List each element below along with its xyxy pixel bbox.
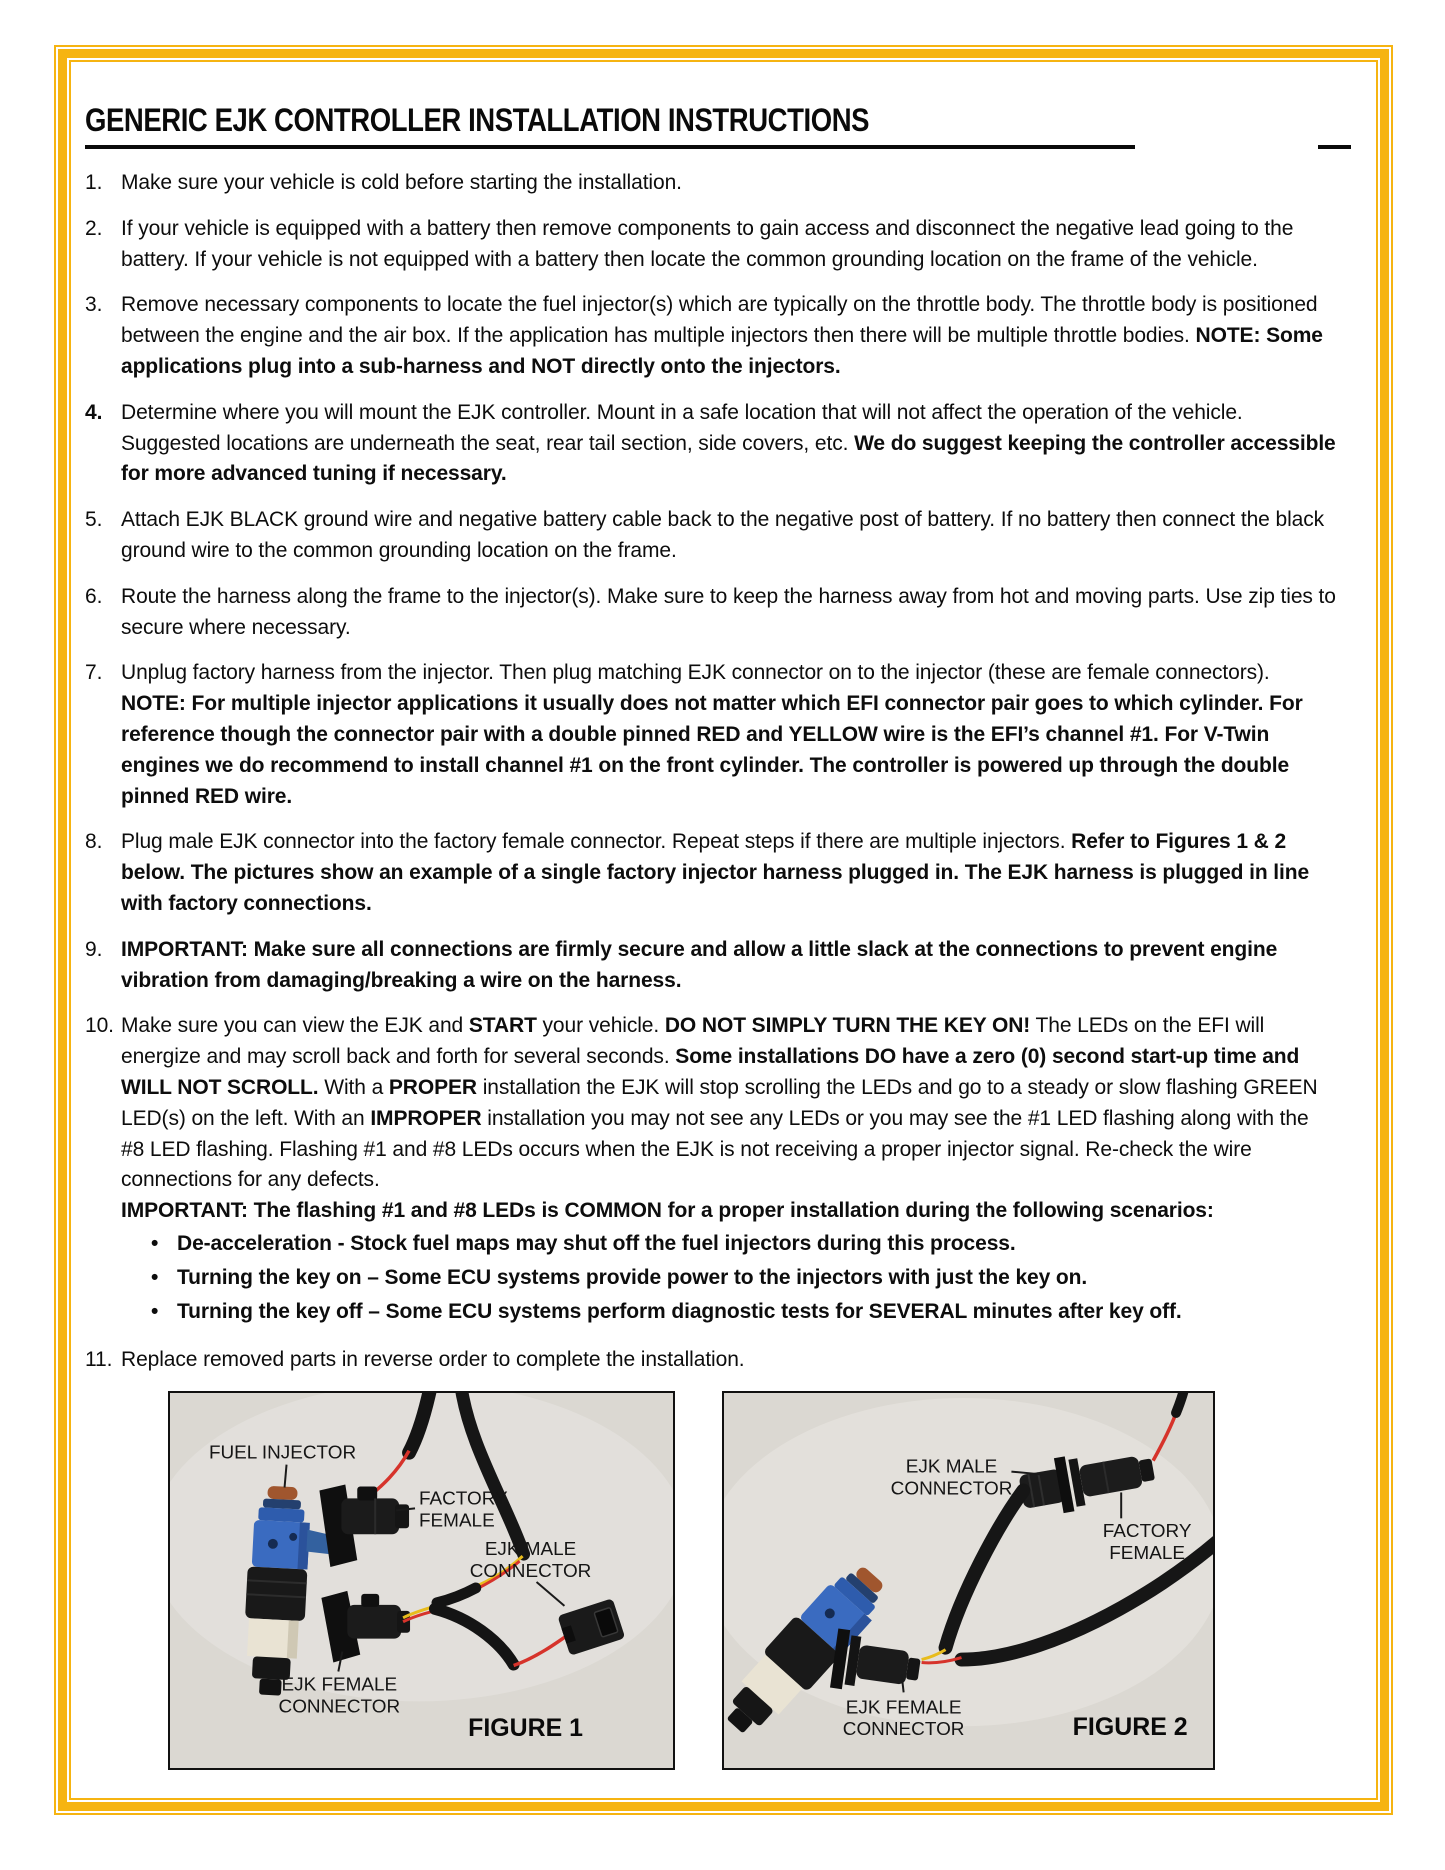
- item-number: 4.: [85, 400, 103, 424]
- text-run: START: [468, 1014, 537, 1038]
- figure-2-caption: FIGURE 2: [1072, 1713, 1188, 1742]
- gold-border-inner: [69, 60, 1378, 1800]
- bullet-marker: •: [151, 1231, 159, 1255]
- label-ejk-male: CONNECTOR: [890, 1478, 1013, 1500]
- gold-border-outer: [54, 45, 1393, 1815]
- item-text: [121, 1345, 1336, 1376]
- item-number: 6.: [85, 584, 103, 608]
- text-run: PROPER: [388, 1075, 477, 1099]
- text-run: your vehicle.: [536, 1014, 665, 1038]
- text-run: NOTE: Some applications plug into a sub-harness and NOT directly onto the injectors.: [121, 324, 1323, 378]
- paragraph: [121, 1011, 1336, 1196]
- instruction-item: [85, 168, 1336, 199]
- instruction-item: [85, 505, 1336, 567]
- text-run: Some installations DO have a zero (0) second start-up time and WILL NOT SCROLL.: [121, 1045, 1300, 1099]
- item-text: [121, 505, 1336, 567]
- text-run: We do suggest keeping the controller accessible for more advanced tuning if necessary.: [121, 431, 1336, 486]
- item-text: [121, 168, 1336, 199]
- text-run: If your vehicle is equipped with a battery then remove components to gain access and disconnect the negative lead going to the battery. If your vehicle is not equipped with a battery then locate the common grounding location on the frame of the vehicle.: [121, 216, 1294, 271]
- label-ejk-male: EJK MALE: [905, 1456, 998, 1478]
- item-number: 1.: [85, 171, 103, 194]
- text-run: Plug male EJK connector into the factory female connector. Repeat steps if there are multiple injectors.: [121, 830, 1072, 854]
- paragraph: [121, 582, 1336, 644]
- item-number: 2.: [85, 216, 103, 240]
- text-run: installation you may not see any LEDs or you may see the #1 LED flashing along with the #8 LED flashing. Flashing #1 and #8 LEDs occurs when the EJK is not receiving a proper injector signal. Re-check the wire connections for any defects.: [121, 1106, 1309, 1192]
- instruction-item: [85, 1345, 1336, 1376]
- label-ejk-female: CONNECTOR: [278, 1696, 401, 1718]
- bullet-text: [177, 1229, 1016, 1260]
- paragraph: [121, 827, 1336, 919]
- instruction-item: [85, 214, 1336, 276]
- text-run: DO NOT SIMPLY TURN THE KEY ON!: [664, 1014, 1031, 1038]
- label-factory-female: FACTORY: [1102, 1521, 1192, 1543]
- text-run: IMPORTANT: Make sure all connections are firmly secure and allow a little slack at the connections to prevent engine vibration from damaging/breaking a wire on the harness.: [121, 937, 1278, 992]
- item-text: [121, 582, 1336, 644]
- item-number: 8.: [85, 830, 103, 854]
- instruction-list: [85, 168, 1336, 1376]
- label-ejk-male: EJK MALE: [484, 1539, 577, 1561]
- text-run: The LEDs on the EFI will energize and may scroll back and forth for several seconds.: [121, 1014, 1265, 1069]
- figure-1-photo: [170, 1393, 673, 1763]
- text-run: Route the harness along the frame to the injector(s). Make sure to keep the harness away from hot and moving parts. Use zip ties to secure where necessary.: [121, 584, 1336, 639]
- text-run: Replace removed parts in reverse order to complete the installation.: [121, 1348, 745, 1372]
- paragraph: [121, 1196, 1336, 1227]
- item-text: [121, 398, 1336, 490]
- label-ejk-female: EJK FEMALE: [281, 1674, 398, 1696]
- title-underline-dash: [1318, 145, 1351, 149]
- item-text: [121, 658, 1336, 812]
- item-number: 7.: [85, 661, 103, 685]
- label-fuel-injector: FUEL INJECTOR: [208, 1442, 357, 1464]
- title-underline: [85, 145, 1135, 149]
- text-run: installation the EJK will stop scrolling the LEDs and go to a steady or slow flashing GREEN LED(s) on the left. With an: [121, 1075, 1318, 1130]
- instruction-item: [85, 827, 1336, 919]
- instruction-item: [85, 398, 1336, 490]
- item-number: 10.: [85, 1014, 114, 1038]
- gold-border-band: [58, 49, 1389, 1811]
- instruction-item: [85, 582, 1336, 644]
- instruction-item: [85, 1011, 1336, 1330]
- label-ejk-male: CONNECTOR: [469, 1561, 592, 1583]
- bullet-item: [121, 1229, 1336, 1260]
- item-number: 5.: [85, 508, 103, 532]
- item-number: 3.: [85, 293, 103, 317]
- text-run: With a: [318, 1075, 389, 1099]
- bullet-text: [177, 1297, 1182, 1328]
- bullet-item: [121, 1297, 1336, 1328]
- title-block: [85, 102, 1336, 148]
- item-text: [121, 827, 1336, 919]
- paragraph: [121, 290, 1336, 382]
- text-run: Attach EJK BLACK ground wire and negative battery cable back to the negative post of battery. If no battery then connect the black ground wire to the common grounding location on the frame.: [121, 508, 1325, 562]
- document-content: [71, 62, 1376, 1798]
- figure-gap: [675, 1391, 722, 1770]
- figure-1-caption: FIGURE 1: [468, 1714, 583, 1743]
- paragraph: [121, 1345, 1336, 1376]
- item-text: [121, 1011, 1336, 1330]
- label-factory-female: FEMALE: [1109, 1543, 1186, 1565]
- instruction-item: [85, 658, 1336, 812]
- text-run: De-acceleration - Stock fuel maps may shut off the fuel injectors during this process.: [177, 1231, 1016, 1255]
- figure-2: [722, 1391, 1215, 1770]
- bullet-item: [121, 1263, 1336, 1294]
- paragraph: [121, 214, 1336, 276]
- item-number: 9.: [85, 937, 103, 961]
- bullet-marker: •: [151, 1299, 159, 1323]
- text-run: Refer to Figures 1 & 2 below. The pictures show an example of a single factory injector harness plugged in. The EJK harness is plugged in line with factory connections.: [121, 830, 1310, 915]
- instruction-item: [85, 935, 1336, 997]
- text-run: Remove necessary components to locate the fuel injector(s) which are typically on the throttle body. The throttle body is positioned between the engine and the air box. If the application has multiple injectors then there will be multiple throttle bodies.: [121, 293, 1318, 348]
- item-text: [121, 290, 1336, 382]
- label-ejk-female: CONNECTOR: [842, 1719, 965, 1741]
- text-run: Turning the key on – Some ECU systems provide power to the injectors with just the key on.: [177, 1265, 1088, 1289]
- paragraph: [121, 398, 1336, 490]
- bullet-text: [177, 1263, 1087, 1294]
- text-run: Make sure your vehicle is cold before starting the installation.: [121, 171, 682, 194]
- text-run: NOTE: For multiple injector applications it usually does not matter which EFI connector pair goes to which cylinder. For reference though the connector pair with a double pinned RED and YELLOW wire is the EFI’s channel #1. For V-Twin engines we do recommend to install channel #1 on the front cylinder. The controller is powered up through the double pinned RED wire.: [121, 692, 1303, 808]
- paragraph: [121, 658, 1336, 812]
- page-title: GENERIC EJK CONTROLLER INSTALLATION INSTRUCTIONS: [85, 102, 870, 138]
- item-number: 11.: [85, 1348, 113, 1372]
- text-run: IMPORTANT: The flashing #1 and #8 LEDs is COMMON for a proper installation during the following scenarios:: [121, 1199, 1214, 1223]
- label-factory-female: FACTORY: [419, 1488, 508, 1510]
- text-run: IMPROPER: [370, 1106, 482, 1130]
- text-run: Turning the key off – Some ECU systems perform diagnostic tests for SEVERAL minutes after key off.: [177, 1299, 1182, 1323]
- item-text: [121, 214, 1336, 276]
- text-run: Make sure you can view the EJK and: [121, 1014, 469, 1038]
- figure-2-photo: [724, 1393, 1213, 1763]
- paragraph: [121, 935, 1336, 997]
- bullet-list: [121, 1229, 1336, 1327]
- item-text: [121, 935, 1336, 997]
- figure-1: [168, 1391, 675, 1770]
- paragraph: [121, 505, 1336, 567]
- paragraph: [121, 168, 1336, 199]
- label-factory-female: FEMALE: [419, 1510, 495, 1532]
- text-run: Unplug factory harness from the injector. Then plug matching EJK connector on to the injector (these are female connectors).: [121, 661, 1270, 685]
- text-run: Determine where you will mount the EJK controller. Mount in a safe location that will not affect the operation of the vehicle. Suggested locations are underneath the seat, rear tail section, side covers, etc.: [121, 400, 1243, 455]
- label-ejk-female: EJK FEMALE: [845, 1697, 962, 1719]
- instruction-item: [85, 290, 1336, 382]
- figures-row: [168, 1391, 1336, 1770]
- bullet-marker: •: [151, 1265, 159, 1289]
